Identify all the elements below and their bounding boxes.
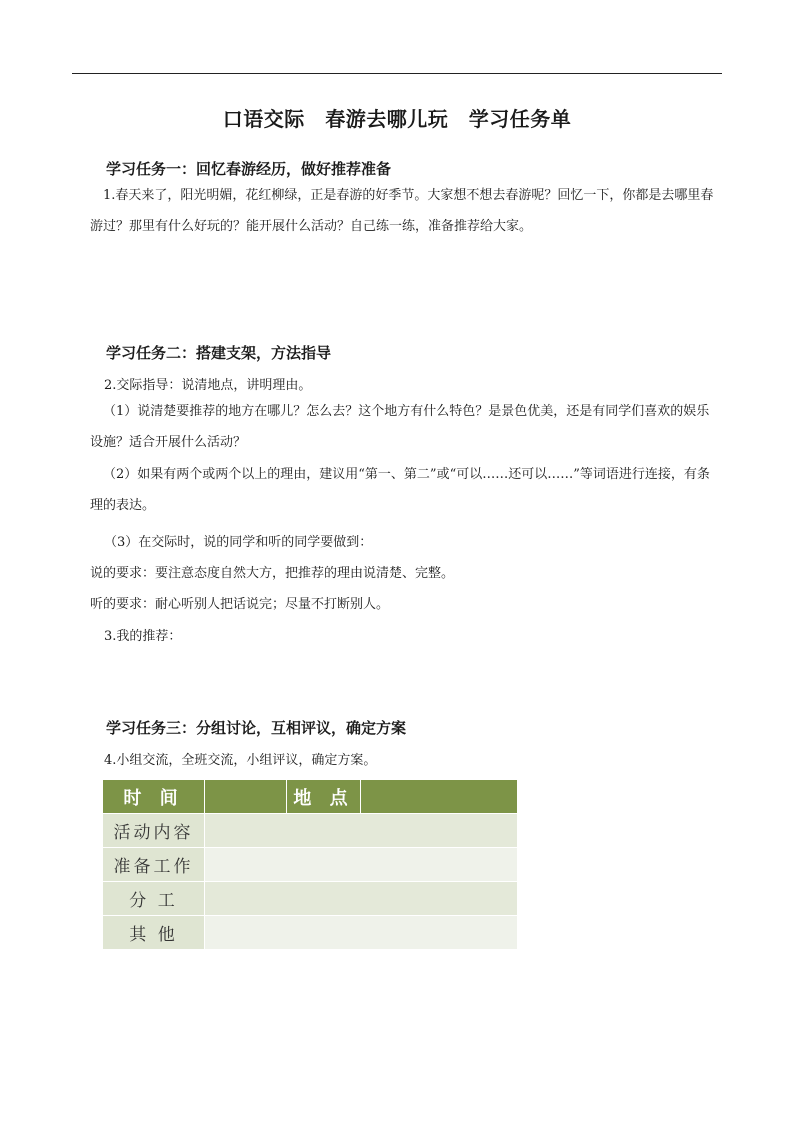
activity-cell[interactable]: [205, 814, 518, 848]
table-row: [103, 916, 518, 950]
task2-point2: （2）如果有两个或两个以上的理由，建议用“第一、第二”或“可以……还可以……”等词语进行连接，有条理的表达。: [90, 467, 710, 513]
row-label-preparation: 准备工作: [103, 848, 205, 882]
table-row: [103, 814, 518, 848]
other-cell[interactable]: [205, 916, 518, 950]
plan-table: [102, 779, 518, 950]
task3-heading: 学习任务三：分组讨论，互相评议，确定方案: [106, 719, 407, 737]
row-label-activity: 活动内容: [103, 814, 205, 848]
my-recommendation: 3.我的推荐：: [104, 629, 182, 644]
table-row: [103, 882, 518, 916]
header-location: 地 点: [287, 780, 361, 814]
table-header-row: [103, 780, 518, 814]
top-rule: [72, 73, 722, 74]
table-row: [103, 848, 518, 882]
task1-heading: 学习任务一：回忆春游经历，做好推荐准备: [106, 160, 392, 178]
task1-paragraph: 1.春天来了，阳光明媚，花红柳绿，正是春游的好季节。大家想不想去春游呢？回忆一下，你都是去哪里春游过？那里有什么好玩的？能开展什么活动？自己练一练，准备推荐给大家。: [90, 188, 714, 234]
task2-point3: （3）在交际时，说的同学和听的同学要做到：: [104, 535, 373, 550]
row-label-division: 分 工: [103, 882, 205, 916]
header-time-value[interactable]: [205, 780, 287, 814]
row-label-other: 其 他: [103, 916, 205, 950]
preparation-cell[interactable]: [205, 848, 518, 882]
header-time: 时 间: [103, 780, 205, 814]
speaker-requirement: 说的要求：要注意态度自然大方，把推荐的理由说清楚、完整。: [90, 566, 455, 581]
listener-requirement: 听的要求：耐心听别人把话说完；尽量不打断别人。: [90, 597, 390, 612]
task2-heading: 学习任务二：搭建支架，方法指导: [106, 344, 332, 362]
task2-point1: （1）说清楚要推荐的地方在哪儿？怎么去？这个地方有什么特色？是景色优美，还是有同学们喜欢的娱乐设施？适合开展什么活动？: [90, 404, 710, 450]
task2-guide: 2.交际指导：说清地点，讲明理由。: [104, 378, 312, 393]
task3-instruction: 4.小组交流，全班交流，小组评议，确定方案。: [104, 753, 377, 768]
division-cell[interactable]: [205, 882, 518, 916]
header-location-value[interactable]: [361, 780, 518, 814]
page-title: 口语交际 春游去哪儿玩 学习任务单: [222, 107, 572, 131]
